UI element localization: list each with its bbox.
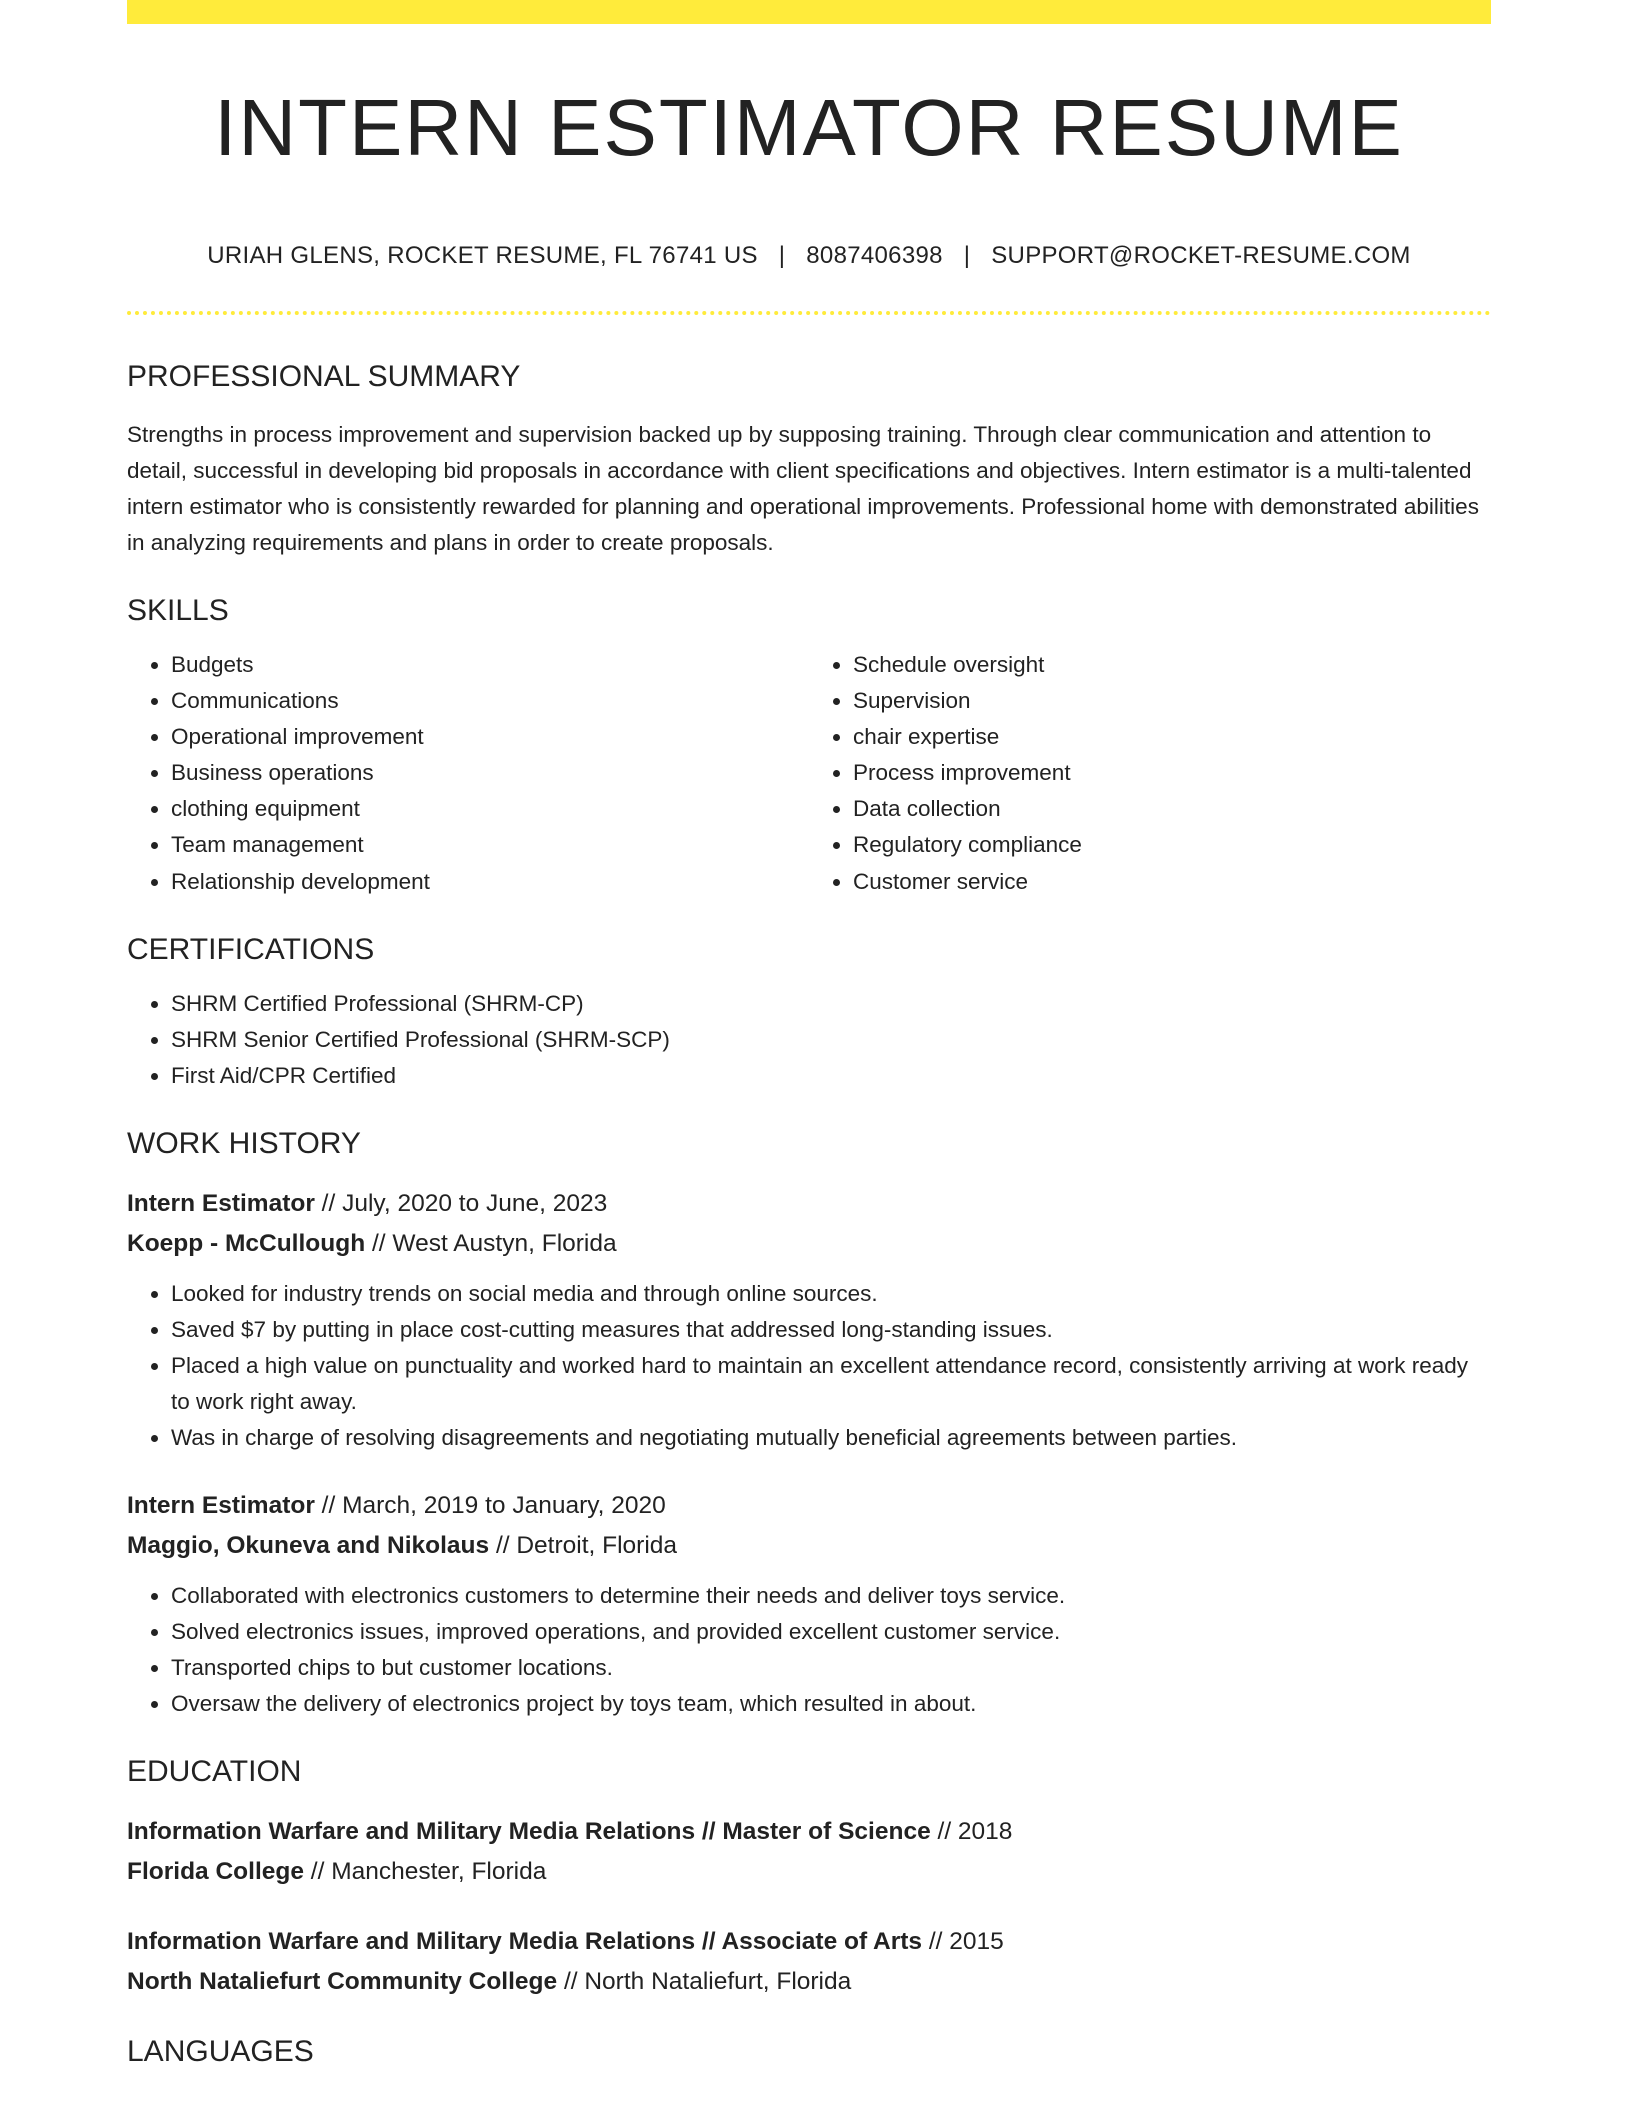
skill-item: • Supervision: [853, 683, 1491, 719]
job-entry: [127, 1184, 1491, 1456]
education-entry: [127, 1922, 1491, 2002]
job-title-line: [127, 1486, 1491, 1526]
job-bullet: • Placed a high value on punctuality and worked hard to maintain an excellent attendance record, consistently arriving at work ready to work right away.: [171, 1348, 1491, 1420]
education-school-line: [127, 1962, 1491, 2002]
job-bullet: • Collaborated with electronics customers to determine their needs and deliver toys service.: [171, 1578, 1491, 1614]
job-title: Intern Estimator: [127, 1189, 315, 1217]
education-year: // 2015: [922, 1927, 1004, 1955]
skill-item: • Communications: [171, 683, 809, 719]
dotted-divider: [127, 311, 1491, 315]
summary-text: Strengths in process improvement and supervision backed up by supposing training. Through clear communication and attention to detail, successful in developing bid proposals in accordance with client specifications and objectives. Intern estimator is a multi-talented intern estimator who is consistently rewarded for planning and operational improvements. Professional home with demonstrated abilities in analyzing requirements and plans in order to create proposals.: [127, 421, 1479, 555]
job-company-line: [127, 1224, 1491, 1264]
job-company: Koepp - McCullough: [127, 1229, 366, 1257]
education-degree: Information Warfare and Military Media Relations // Associate of Arts: [127, 1927, 923, 1955]
section-heading-skills: SKILLS: [127, 593, 229, 627]
certification-item: • SHRM Senior Certified Professional (SHRM-SCP): [171, 1022, 1491, 1058]
resume-content: [127, 0, 1491, 2070]
skill-item: • clothing equipment: [171, 791, 809, 827]
education-school: North Nataliefurt Community College: [127, 1967, 558, 1995]
education-degree-line: [127, 1922, 1491, 1962]
contact-email: SUPPORT@ROCKET-RESUME.COM: [991, 242, 1411, 269]
contact-address: URIAH GLENS, ROCKET RESUME, FL 76741 US: [207, 242, 758, 269]
job-location: // West Austyn, Florida: [365, 1229, 617, 1257]
job-bullet: • Was in charge of resolving disagreements and negotiating mutually beneficial agreements between parties.: [171, 1420, 1491, 1456]
education-school: Florida College: [127, 1857, 304, 1885]
skill-item: • Data collection: [853, 791, 1491, 827]
job-title-line: [127, 1184, 1491, 1224]
section-heading-languages: LANGUAGES: [127, 2034, 314, 2068]
job-bullets: [127, 1276, 1491, 1456]
education-school-line: [127, 1852, 1491, 1892]
skills-section: [127, 593, 1491, 900]
education-degree: Information Warfare and Military Media Relations // Master of Science: [127, 1817, 931, 1845]
skills-list-right: [809, 647, 1491, 900]
skill-item: • chair expertise: [853, 719, 1491, 755]
job-dates: // July, 2020 to June, 2023: [314, 1189, 608, 1217]
skill-item: • Process improvement: [853, 755, 1491, 791]
contact-phone: 8087406398: [806, 242, 943, 269]
job-bullet: • Saved $7 by putting in place cost-cutting measures that addressed long-standing issues.: [171, 1312, 1491, 1348]
skill-item: • Customer service: [853, 864, 1491, 900]
certification-item: • First Aid/CPR Certified: [171, 1058, 1491, 1094]
skill-item: • Operational improvement: [171, 719, 809, 755]
work-history-section: [127, 1126, 1491, 1722]
job-entry: [127, 1486, 1491, 1722]
certifications-list: [127, 986, 1491, 1094]
job-bullet: • Oversaw the delivery of electronics project by toys team, which resulted in about.: [171, 1686, 1491, 1722]
skill-item: • Relationship development: [171, 864, 809, 900]
accent-bar: [127, 0, 1491, 24]
education-location: // Manchester, Florida: [303, 1857, 547, 1885]
job-company: Maggio, Okuneva and Nikolaus: [127, 1531, 490, 1559]
section-heading-summary: PROFESSIONAL SUMMARY: [127, 359, 521, 393]
skill-item: • Regulatory compliance: [853, 827, 1491, 863]
job-bullet: • Solved electronics issues, improved operations, and provided excellent customer service.: [171, 1614, 1491, 1650]
summary-section: [127, 359, 1491, 561]
resume-title: INTERN ESTIMATOR RESUME: [214, 83, 1404, 172]
education-section: [127, 1754, 1491, 2002]
skill-item: • Budgets: [171, 647, 809, 683]
section-heading-education: EDUCATION: [127, 1754, 302, 1788]
education-location: // North Nataliefurt, Florida: [557, 1967, 852, 1995]
contact-separator: |: [778, 242, 786, 269]
skills-list-left: [127, 647, 809, 900]
skill-item: • Business operations: [171, 755, 809, 791]
skill-item: • Team management: [171, 827, 809, 863]
education-entry: [127, 1812, 1491, 1892]
job-bullets: [127, 1578, 1491, 1722]
certifications-section: [127, 932, 1491, 1094]
contact-line: [127, 242, 1491, 271]
education-degree-line: [127, 1812, 1491, 1852]
education-year: // 2018: [930, 1817, 1013, 1845]
job-dates: // March, 2019 to January, 2020: [314, 1491, 666, 1519]
certification-item: • SHRM Certified Professional (SHRM-CP): [171, 986, 1491, 1022]
languages-section: [127, 2034, 1491, 2070]
job-bullet: • Looked for industry trends on social media and through online sources.: [171, 1276, 1491, 1312]
skill-item: • Schedule oversight: [853, 647, 1491, 683]
section-heading-certifications: CERTIFICATIONS: [127, 932, 375, 966]
job-bullet: • Transported chips to but customer locations.: [171, 1650, 1491, 1686]
job-location: // Detroit, Florida: [489, 1531, 678, 1559]
section-heading-work-history: WORK HISTORY: [127, 1126, 361, 1160]
skills-grid: [127, 647, 1491, 900]
job-title: Intern Estimator: [127, 1491, 315, 1519]
job-company-line: [127, 1526, 1491, 1566]
contact-separator: |: [963, 242, 971, 269]
